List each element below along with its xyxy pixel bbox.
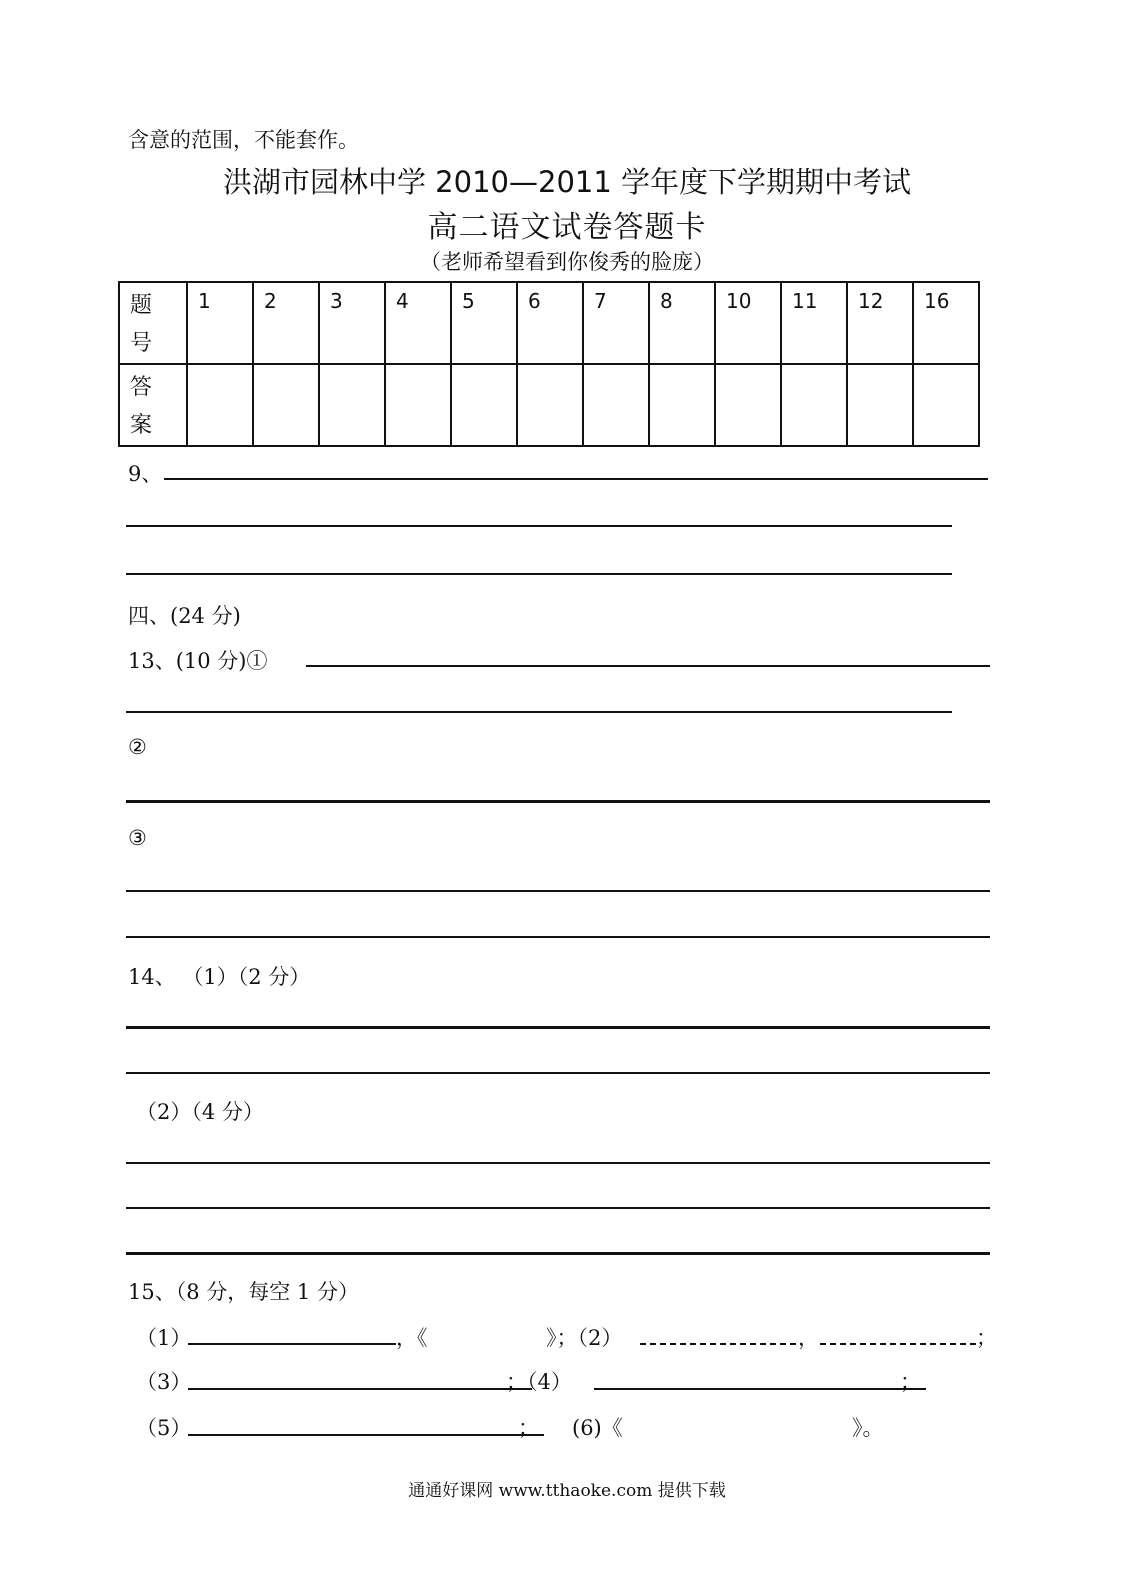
question-number-cell: 7 — [583, 282, 649, 364]
q13-label: 13、(10 分)① — [128, 649, 268, 673]
q15-blank1-label: （1） — [136, 1326, 192, 1350]
answer-cell[interactable] — [451, 364, 517, 446]
q14-part2-line[interactable] — [126, 1207, 990, 1209]
q15-blank6-end: 》。 — [852, 1416, 884, 1440]
answer-cell[interactable] — [187, 364, 253, 446]
q13-part3-line[interactable] — [126, 890, 990, 892]
exam-title: 洪湖市园林中学 2010—2011 学年度下学期期中考试 — [222, 165, 912, 199]
q15-blank1-mid: ，《 — [396, 1326, 428, 1350]
question-number-cell: 6 — [517, 282, 583, 364]
q9-answer-line[interactable] — [126, 525, 952, 527]
q15-blank3-label: （3） — [136, 1370, 192, 1394]
top-note: 含意的范围，不能套作。 — [128, 128, 359, 152]
q15-blank2a-line[interactable] — [640, 1343, 796, 1345]
q15-blank1-line[interactable] — [188, 1343, 396, 1345]
header-char: 案 — [130, 413, 153, 438]
q9-answer-line[interactable] — [164, 478, 988, 480]
question-number-cell: 4 — [385, 282, 451, 364]
subtitle: （老师希望看到你俊秀的脸庞） — [420, 250, 714, 274]
answer-cell[interactable] — [583, 364, 649, 446]
header-char: 题 — [130, 293, 153, 318]
q15-blank3-end: ；（4） — [506, 1370, 572, 1394]
answer-cell[interactable] — [385, 364, 451, 446]
answer-cell[interactable] — [319, 364, 385, 446]
answer-table — [118, 281, 980, 447]
q14-part2-label: （2）（4 分） — [136, 1100, 264, 1124]
question-number-cell: 12 — [847, 282, 913, 364]
q14-answer-line[interactable] — [126, 1026, 990, 1029]
question-number-cell: 16 — [913, 282, 979, 364]
answer-cell[interactable] — [715, 364, 781, 446]
q15-blank4-end: ； — [900, 1370, 921, 1394]
q15-blank5-label: （5） — [136, 1416, 192, 1440]
q14-label: 14、 （1）（2 分） — [128, 965, 311, 989]
answer-cell[interactable] — [847, 364, 913, 446]
q13-part3-line[interactable] — [126, 936, 990, 938]
answer-cell[interactable] — [913, 364, 979, 446]
q13-part3-label: ③ — [128, 826, 147, 850]
section-4-heading: 四、(24 分) — [128, 604, 241, 628]
q9-answer-line[interactable] — [126, 573, 952, 575]
q15-blank5-end: ； — [518, 1416, 539, 1440]
q15-blank6-label: (6)《 — [572, 1416, 623, 1440]
q15-blank2b-line[interactable] — [820, 1343, 976, 1345]
q15-label: 15、（8 分，每空 1 分） — [128, 1280, 359, 1304]
q13-answer-line[interactable] — [306, 665, 990, 667]
card-title: 高二语文试卷答题卡 — [427, 210, 707, 245]
answer-header — [119, 364, 187, 446]
question-number-cell: 5 — [451, 282, 517, 364]
q14-part2-line[interactable] — [126, 1252, 990, 1255]
question-number-cell: 11 — [781, 282, 847, 364]
q15-blank5-line[interactable] — [188, 1434, 544, 1436]
q15-blank2-sep: ， — [798, 1326, 819, 1350]
answer-row — [119, 364, 979, 446]
question-number-cell: 1 — [187, 282, 253, 364]
q13-answer-line[interactable] — [126, 711, 952, 713]
header-char: 答 — [130, 375, 153, 400]
question-number-header — [119, 282, 187, 364]
q14-answer-line[interactable] — [126, 1072, 990, 1074]
question-number-cell: 2 — [253, 282, 319, 364]
q15-blank3-line[interactable] — [188, 1388, 532, 1390]
question-number-cell: 10 — [715, 282, 781, 364]
answer-cell[interactable] — [517, 364, 583, 446]
question-number-cell: 3 — [319, 282, 385, 364]
header-char: 号 — [130, 331, 153, 356]
q15-blank1-end: 》；（2） — [546, 1326, 623, 1350]
answer-cell[interactable] — [781, 364, 847, 446]
q13-part2-label: ② — [128, 735, 147, 759]
answer-cell[interactable] — [649, 364, 715, 446]
q9-label: 9、 — [128, 462, 163, 486]
q14-part2-line[interactable] — [126, 1162, 990, 1164]
question-number-row — [119, 282, 979, 364]
q15-blank2-end: ； — [976, 1326, 997, 1350]
q13-part2-line[interactable] — [126, 800, 990, 803]
q15-blank4-line[interactable] — [594, 1388, 926, 1390]
footer: 通通好课网 www.tthaoke.com 提供下载 — [408, 1481, 726, 1501]
answer-cell[interactable] — [253, 364, 319, 446]
question-number-cell: 8 — [649, 282, 715, 364]
